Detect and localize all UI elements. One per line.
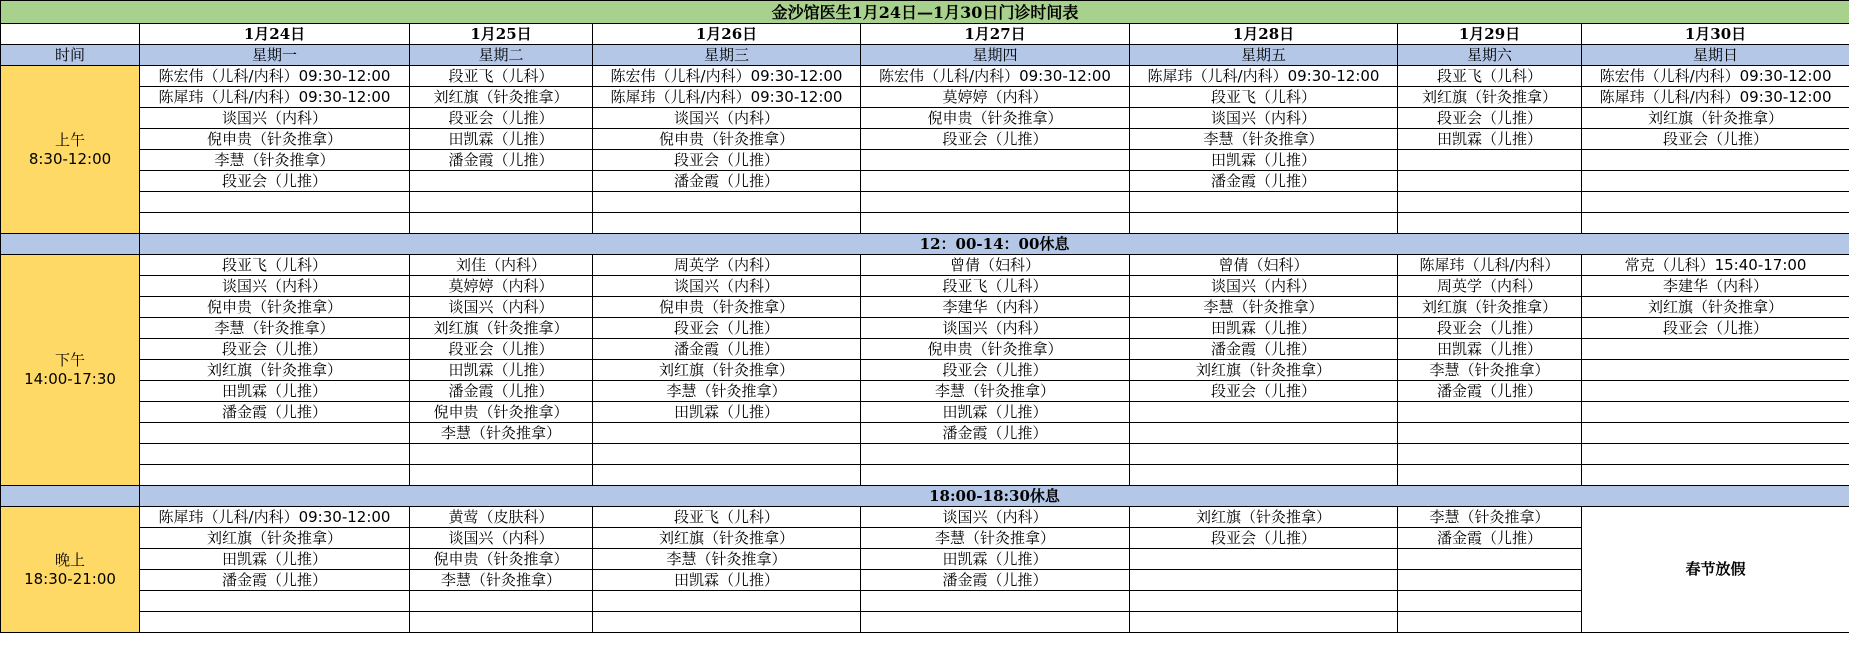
schedule-row [1, 465, 1849, 486]
schedule-cell[interactable]: 刘红旗（针灸推拿） [140, 360, 410, 381]
schedule-cell[interactable]: 陈犀玮（儿科/内科）09:30-12:00 [1582, 87, 1849, 108]
schedule-cell[interactable]: 谈国兴（内科） [861, 507, 1130, 528]
schedule-cell[interactable] [1582, 444, 1849, 465]
schedule-cell[interactable]: 段亚会（儿推） [1582, 129, 1849, 150]
schedule-cell[interactable]: 李慧（针灸推拿） [410, 423, 593, 444]
schedule-row [1, 339, 1849, 360]
break-row [1, 234, 1849, 255]
schedule-row [1, 549, 1849, 570]
weekday-header[interactable]: 星期五 [1130, 45, 1398, 66]
break-left-cell[interactable] [1, 486, 140, 507]
schedule-cell[interactable]: 曾倩（妇科） [861, 255, 1130, 276]
schedule-cell[interactable] [140, 423, 410, 444]
schedule-cell[interactable] [140, 591, 410, 612]
period-morning[interactable] [1, 66, 140, 234]
schedule-cell[interactable] [1130, 444, 1398, 465]
schedule-row [1, 108, 1849, 129]
schedule-cell[interactable]: 倪申贵（针灸推拿） [861, 339, 1130, 360]
schedule-cell[interactable] [1582, 423, 1849, 444]
schedule-row [1, 255, 1849, 276]
holiday-note[interactable]: 春节放假 [1582, 507, 1849, 633]
corner-cell[interactable] [1, 24, 140, 45]
schedule-cell[interactable]: 陈宏伟（儿科/内科）09:30-12:00 [140, 66, 410, 87]
schedule-cell[interactable]: 倪申贵（针灸推拿） [861, 108, 1130, 129]
schedule-cell[interactable]: 田凯霖（儿推） [140, 549, 410, 570]
schedule-cell[interactable]: 刘红旗（针灸推拿） [593, 360, 861, 381]
schedule-row [1, 87, 1849, 108]
schedule-cell[interactable]: 黄莺（皮肤科） [410, 507, 593, 528]
break-row [1, 486, 1849, 507]
schedule-cell[interactable]: 谈国兴（内科） [410, 528, 593, 549]
schedule-cell[interactable]: 段亚会（儿推） [1582, 318, 1849, 339]
date-header[interactable]: 1月27日 [861, 24, 1130, 45]
schedule-cell[interactable]: 李慧（针灸推拿） [140, 318, 410, 339]
schedule-cell[interactable]: 刘红旗（针灸推拿） [410, 87, 593, 108]
schedule-cell[interactable] [861, 465, 1130, 486]
date-header[interactable]: 1月24日 [140, 24, 410, 45]
schedule-cell[interactable]: 田凯霖（儿推） [140, 381, 410, 402]
schedule-cell[interactable] [593, 423, 861, 444]
schedule-cell[interactable]: 段亚会（儿推） [861, 360, 1130, 381]
schedule-cell[interactable]: 李建华（内科） [861, 297, 1130, 318]
weekday-header[interactable]: 星期日 [1582, 45, 1849, 66]
date-header[interactable]: 1月30日 [1582, 24, 1849, 45]
schedule-cell[interactable]: 潘金霞（儿推） [861, 570, 1130, 591]
schedule-cell[interactable] [861, 150, 1130, 171]
schedule-row [1, 570, 1849, 591]
schedule-cell[interactable]: 段亚飞（儿科） [861, 276, 1130, 297]
schedule-cell[interactable] [1582, 465, 1849, 486]
schedule-cell[interactable] [593, 612, 861, 633]
schedule-cell[interactable]: 段亚飞（儿科） [1398, 66, 1582, 87]
schedule-cell[interactable] [593, 192, 861, 213]
schedule-cell[interactable]: 田凯霖（儿推） [1398, 129, 1582, 150]
schedule-cell[interactable]: 陈犀玮（儿科/内科）09:30-12:00 [140, 87, 410, 108]
schedule-cell[interactable] [1130, 612, 1398, 633]
schedule-cell[interactable]: 谈国兴（内科） [1130, 276, 1398, 297]
schedule-cell[interactable]: 李慧（针灸推拿） [140, 150, 410, 171]
schedule-cell[interactable]: 曾倩（妇科） [1130, 255, 1398, 276]
schedule-row [1, 360, 1849, 381]
schedule-cell[interactable]: 潘金霞（儿推） [1398, 528, 1582, 549]
schedule-cell[interactable]: 潘金霞（儿推） [861, 423, 1130, 444]
weekday-header[interactable]: 星期三 [593, 45, 861, 66]
schedule-cell[interactable]: 段亚会（儿推） [1130, 528, 1398, 549]
period-name: 晚上 [54, 550, 85, 569]
schedule-body [1, 1, 1849, 633]
schedule-cell[interactable] [1130, 591, 1398, 612]
schedule-cell[interactable]: 倪申贵（针灸推拿） [593, 297, 861, 318]
schedule-cell[interactable] [140, 213, 410, 234]
schedule-cell[interactable]: 潘金霞（儿推） [593, 339, 861, 360]
schedule-cell[interactable] [1130, 192, 1398, 213]
schedule-cell[interactable] [593, 591, 861, 612]
schedule-cell[interactable] [410, 591, 593, 612]
schedule-cell[interactable]: 倪申贵（针灸推拿） [593, 129, 861, 150]
schedule-cell[interactable]: 段亚会（儿推） [140, 339, 410, 360]
schedule-cell[interactable]: 陈犀玮（儿科/内科）09:30-12:00 [593, 87, 861, 108]
schedule-cell[interactable]: 谈国兴（内科） [140, 276, 410, 297]
schedule-cell[interactable] [1130, 570, 1398, 591]
schedule-cell[interactable]: 田凯霖（儿推） [1130, 150, 1398, 171]
sheet-title[interactable]: 金沙馆医生1月24日—1月30日门诊时间表 [1, 1, 1849, 24]
schedule-cell[interactable] [1398, 570, 1582, 591]
schedule-cell[interactable]: 李慧（针灸推拿） [861, 381, 1130, 402]
schedule-cell[interactable] [593, 465, 861, 486]
schedule-row [1, 528, 1849, 549]
schedule-cell[interactable]: 李慧（针灸推拿） [1130, 297, 1398, 318]
schedule-cell[interactable] [140, 612, 410, 633]
schedule-cell[interactable]: 谈国兴（内科） [1130, 108, 1398, 129]
schedule-row [1, 66, 1849, 87]
schedule-row [1, 402, 1849, 423]
schedule-cell[interactable]: 倪申贵（针灸推拿） [140, 297, 410, 318]
schedule-cell[interactable] [1398, 465, 1582, 486]
schedule-cell[interactable] [1130, 402, 1398, 423]
schedule-cell[interactable]: 潘金霞（儿推） [140, 570, 410, 591]
schedule-cell[interactable] [410, 444, 593, 465]
schedule-cell[interactable]: 周英学（内科） [1398, 276, 1582, 297]
schedule-cell[interactable]: 潘金霞（儿推） [1130, 171, 1398, 192]
schedule-cell[interactable]: 李慧（针灸推拿） [593, 381, 861, 402]
period-evening[interactable] [1, 507, 140, 633]
schedule-row [1, 276, 1849, 297]
schedule-cell[interactable]: 段亚会（儿推） [593, 318, 861, 339]
schedule-row [1, 171, 1849, 192]
schedule-cell[interactable]: 谈国兴（内科） [140, 108, 410, 129]
schedule-cell[interactable]: 刘红旗（针灸推拿） [1582, 108, 1849, 129]
schedule-cell[interactable]: 田凯霖（儿推） [1130, 318, 1398, 339]
schedule-cell[interactable] [1398, 402, 1582, 423]
schedule-row [1, 591, 1849, 612]
weekday-header[interactable]: 星期六 [1398, 45, 1582, 66]
schedule-cell[interactable] [410, 612, 593, 633]
break-label[interactable]: 12：00-14：00休息 [140, 234, 1849, 255]
schedule-cell[interactable]: 刘红旗（针灸推拿） [1398, 297, 1582, 318]
period-name: 上午 [54, 130, 85, 149]
schedule-cell[interactable] [1130, 213, 1398, 234]
schedule-cell[interactable]: 陈犀玮（儿科/内科） [1398, 255, 1582, 276]
schedule-cell[interactable] [1582, 213, 1849, 234]
schedule-cell[interactable] [1398, 444, 1582, 465]
schedule-cell[interactable]: 刘红旗（针灸推拿） [1130, 360, 1398, 381]
schedule-row [1, 444, 1849, 465]
schedule-cell[interactable]: 潘金霞（儿推） [410, 381, 593, 402]
schedule-cell[interactable] [593, 213, 861, 234]
schedule-cell[interactable]: 李慧（针灸推拿） [1130, 129, 1398, 150]
schedule-cell[interactable]: 田凯霖（儿推） [593, 402, 861, 423]
schedule-cell[interactable]: 刘红旗（针灸推拿） [1582, 297, 1849, 318]
schedule-cell[interactable]: 潘金霞（儿推） [1130, 339, 1398, 360]
schedule-cell[interactable]: 段亚会（儿推） [410, 108, 593, 129]
weekday-header[interactable]: 星期二 [410, 45, 593, 66]
schedule-cell[interactable]: 段亚飞（儿科） [593, 507, 861, 528]
schedule-cell[interactable]: 陈宏伟（儿科/内科）09:30-12:00 [1582, 66, 1849, 87]
schedule-row [1, 150, 1849, 171]
schedule-cell[interactable] [1130, 465, 1398, 486]
schedule-cell[interactable]: 段亚会（儿推） [593, 150, 861, 171]
schedule-cell[interactable] [1398, 591, 1582, 612]
schedule-cell[interactable]: 陈犀玮（儿科/内科）09:30-12:00 [140, 507, 410, 528]
schedule-cell[interactable] [861, 192, 1130, 213]
schedule-cell[interactable] [1582, 402, 1849, 423]
schedule-cell[interactable] [1582, 171, 1849, 192]
schedule-cell[interactable]: 段亚会（儿推） [861, 129, 1130, 150]
period-hours: 8:30-12:00 [28, 149, 112, 168]
schedule-cell[interactable]: 刘红旗（针灸推拿） [410, 318, 593, 339]
schedule-row [1, 129, 1849, 150]
schedule-cell[interactable]: 田凯霖（儿推） [593, 570, 861, 591]
schedule-cell[interactable] [1398, 192, 1582, 213]
schedule-cell[interactable] [861, 612, 1130, 633]
schedule-cell[interactable] [140, 192, 410, 213]
schedule-cell[interactable] [1582, 150, 1849, 171]
schedule-cell[interactable] [1398, 549, 1582, 570]
schedule-cell[interactable]: 田凯霖（儿推） [1398, 339, 1582, 360]
schedule-cell[interactable] [1398, 423, 1582, 444]
schedule-cell[interactable]: 田凯霖（儿推） [410, 360, 593, 381]
schedule-cell[interactable] [1582, 360, 1849, 381]
schedule-cell[interactable] [140, 444, 410, 465]
schedule-cell[interactable]: 段亚飞（儿科） [1130, 87, 1398, 108]
schedule-cell[interactable]: 段亚会（儿推） [410, 339, 593, 360]
schedule-cell[interactable]: 李慧（针灸推拿） [861, 528, 1130, 549]
schedule-row [1, 612, 1849, 633]
schedule-row [1, 318, 1849, 339]
period-afternoon[interactable] [1, 255, 140, 486]
schedule-cell[interactable]: 谈国兴（内科） [410, 297, 593, 318]
schedule-cell[interactable] [1398, 612, 1582, 633]
schedule-cell[interactable]: 谈国兴（内科） [593, 276, 861, 297]
date-header[interactable]: 1月25日 [410, 24, 593, 45]
schedule-cell[interactable]: 段亚会（儿推） [1398, 108, 1582, 129]
schedule-cell[interactable]: 田凯霖（儿推） [410, 129, 593, 150]
schedule-cell[interactable]: 李慧（针灸推拿） [593, 549, 861, 570]
break-left-cell[interactable] [1, 234, 140, 255]
time-header[interactable]: 时间 [1, 45, 140, 66]
schedule-cell[interactable]: 李慧（针灸推拿） [1398, 507, 1582, 528]
schedule-row [1, 381, 1849, 402]
schedule-cell[interactable]: 田凯霖（儿推） [861, 549, 1130, 570]
schedule-cell[interactable]: 陈宏伟（儿科/内科）09:30-12:00 [861, 66, 1130, 87]
period-hours: 14:00-17:30 [24, 370, 116, 388]
schedule-cell[interactable] [861, 171, 1130, 192]
period-name: 下午 [54, 351, 85, 369]
schedule-cell[interactable]: 倪申贵（针灸推拿） [410, 549, 593, 570]
schedule-cell[interactable]: 倪申贵（针灸推拿） [140, 129, 410, 150]
schedule-cell[interactable]: 陈宏伟（儿科/内科）09:30-12:00 [593, 66, 861, 87]
schedule-cell[interactable] [410, 192, 593, 213]
schedule-cell[interactable] [410, 465, 593, 486]
schedule-cell[interactable] [1130, 423, 1398, 444]
schedule-cell[interactable] [1398, 150, 1582, 171]
schedule-cell[interactable]: 谈国兴（内科） [861, 318, 1130, 339]
break-label[interactable]: 18:00-18:30休息 [140, 486, 1849, 507]
schedule-cell[interactable]: 段亚飞（儿科） [410, 66, 593, 87]
schedule-cell[interactable]: 刘红旗（针灸推拿） [1130, 507, 1398, 528]
schedule-cell[interactable]: 段亚飞（儿科） [140, 255, 410, 276]
schedule-cell[interactable]: 谈国兴（内科） [593, 108, 861, 129]
schedule-cell[interactable]: 常克（儿科）15:40-17:00 [1582, 255, 1849, 276]
schedule-cell[interactable]: 刘红旗（针灸推拿） [593, 528, 861, 549]
schedule-cell[interactable] [1398, 213, 1582, 234]
schedule-cell[interactable]: 李慧（针灸推拿） [410, 570, 593, 591]
schedule-row [1, 423, 1849, 444]
schedule-cell[interactable]: 段亚会（儿推） [1398, 318, 1582, 339]
schedule-cell[interactable] [1130, 549, 1398, 570]
schedule-cell[interactable]: 李建华（内科） [1582, 276, 1849, 297]
schedule-cell[interactable] [861, 444, 1130, 465]
weekday-header[interactable]: 星期四 [861, 45, 1130, 66]
schedule-cell[interactable] [1582, 339, 1849, 360]
schedule-row [1, 192, 1849, 213]
schedule-cell[interactable] [410, 171, 593, 192]
date-header[interactable]: 1月29日 [1398, 24, 1582, 45]
schedule-cell[interactable]: 潘金霞（儿推） [410, 150, 593, 171]
schedule-cell[interactable]: 刘红旗（针灸推拿） [1398, 87, 1582, 108]
schedule-cell[interactable] [1398, 171, 1582, 192]
schedule-cell[interactable]: 莫婷婷（内科） [861, 87, 1130, 108]
schedule-cell[interactable]: 潘金霞（儿推） [140, 402, 410, 423]
schedule-cell[interactable]: 田凯霖（儿推） [861, 402, 1130, 423]
schedule-cell[interactable]: 周英学（内科） [593, 255, 861, 276]
schedule-row [1, 213, 1849, 234]
schedule-cell[interactable] [1582, 192, 1849, 213]
schedule-cell[interactable]: 段亚会（儿推） [1130, 381, 1398, 402]
weekday-header[interactable]: 星期一 [140, 45, 410, 66]
schedule-cell[interactable]: 刘佳（内科） [410, 255, 593, 276]
period-hours: 18:30-21:00 [24, 569, 116, 588]
schedule-row [1, 507, 1849, 528]
schedule-cell[interactable] [861, 213, 1130, 234]
schedule-cell[interactable]: 段亚会（儿推） [140, 171, 410, 192]
schedule-cell[interactable] [410, 213, 593, 234]
schedule-cell[interactable]: 倪申贵（针灸推拿） [410, 402, 593, 423]
schedule-cell[interactable]: 潘金霞（儿推） [1398, 381, 1582, 402]
schedule-cell[interactable] [861, 591, 1130, 612]
schedule-cell[interactable] [593, 444, 861, 465]
date-header[interactable]: 1月26日 [593, 24, 861, 45]
schedule-cell[interactable]: 潘金霞（儿推） [593, 171, 861, 192]
schedule-cell[interactable]: 刘红旗（针灸推拿） [140, 528, 410, 549]
schedule-cell[interactable]: 莫婷婷（内科） [410, 276, 593, 297]
date-header[interactable]: 1月28日 [1130, 24, 1398, 45]
schedule-row [1, 297, 1849, 318]
schedule-cell[interactable]: 李慧（针灸推拿） [1398, 360, 1582, 381]
schedule-cell[interactable]: 陈犀玮（儿科/内科）09:30-12:00 [1130, 66, 1398, 87]
schedule-cell[interactable] [1582, 381, 1849, 402]
schedule-cell[interactable] [140, 465, 410, 486]
